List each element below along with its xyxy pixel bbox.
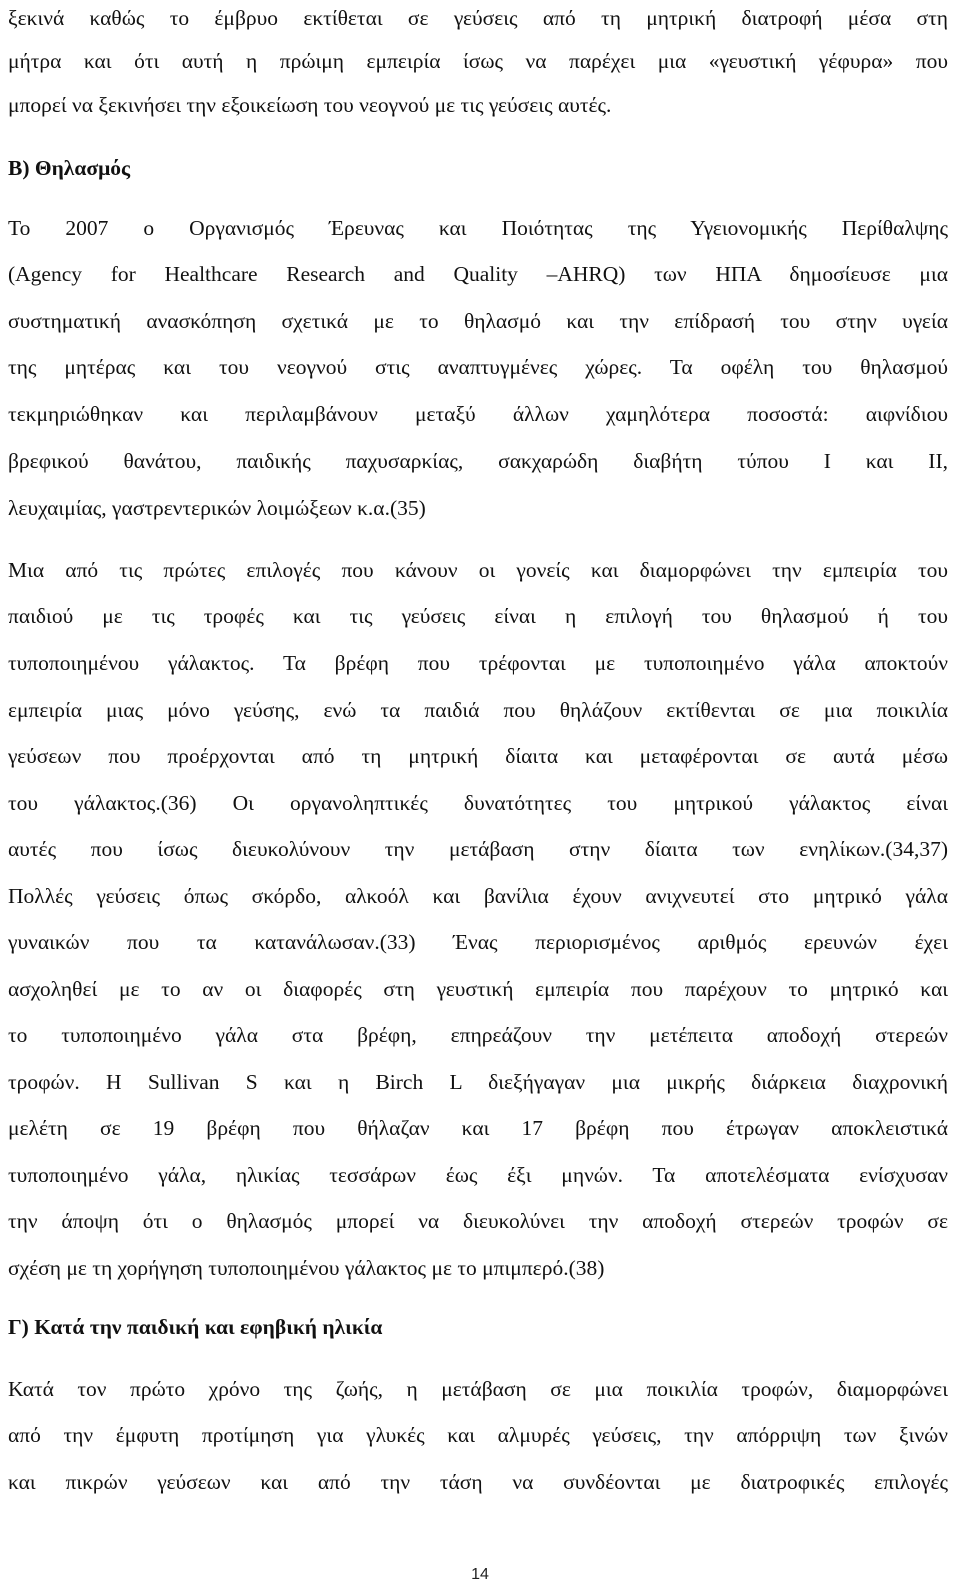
- text-line: λευχαιμίας, γαστρεντερικών λοιμώξεων κ.α.(35): [8, 496, 426, 520]
- text-line: ξεκινά καθώς το έμβρυο εκτίθεται σε γεύσεις από τη μητρική διατροφή μέσα στη: [8, 6, 948, 30]
- document-page: [8, 0, 948, 1592]
- text-line: Πολλές γεύσεις όπως σκόρδο, αλκοόλ και βανίλια έχουν ανιχνευτεί στο μητρικό γάλα: [8, 884, 948, 908]
- text-line: συστηματική ανασκόπηση σχετικά με το θηλασμό και την επίδρασή του στην υγεία: [8, 309, 948, 333]
- text-line: τροφών. Η Sullivan S και η Birch L διεξήγαγαν μια μικρής διάρκεια διαχρονική: [8, 1070, 948, 1094]
- text-line: του γάλακτος.(36) Οι οργανοληπτικές δυνατότητες του μητρικού γάλακτος είναι: [8, 791, 948, 815]
- text-line: από την έμφυτη προτίμηση για γλυκές και αλμυρές γεύσεις, την απόρριψη των ξινών: [8, 1423, 948, 1447]
- text-line: τυποποιημένου γάλακτος. Τα βρέφη που τρέφονται με τυποποιημένο γάλα αποκτούν: [8, 651, 948, 675]
- section-heading-c: Γ) Κατά την παιδική και εφηβική ηλικία: [8, 1315, 383, 1339]
- text-line: εμπειρία μιας μόνο γεύσης, ενώ τα παιδιά που θηλάζουν εκτίθενται σε μια ποικιλία: [8, 698, 948, 722]
- text-line: παιδιού με τις τροφές και τις γεύσεις είναι η επιλογή του θηλασμού ή του: [8, 604, 948, 628]
- text-line: της μητέρας και του νεογνού στις αναπτυγμένες χώρες. Τα οφέλη του θηλασμού: [8, 355, 948, 379]
- text-line: σχέση με τη χορήγηση τυποποιημένου γάλακτος με το μπιμπερό.(38): [8, 1256, 605, 1280]
- text-line: βρεφικού θανάτου, παιδικής παχυσαρκίας, σακχαρώδη διαβήτη τύπου Ι και ΙΙ,: [8, 449, 948, 473]
- text-line: την άποψη ότι ο θηλασμός μπορεί να διευκολύνει την αποδοχή στερεών τροφών σε: [8, 1209, 948, 1233]
- text-line: Κατά τον πρώτο χρόνο της ζωής, η μετάβαση σε μια ποικιλία τροφών, διαμορφώνει: [8, 1377, 948, 1401]
- text-line: (Agency for Healthcare Research and Quality –AHRQ) των ΗΠΑ δημοσίευσε μια: [8, 262, 948, 286]
- text-line: γυναικών που τα κατανάλωσαν.(33) Ένας περιορισμένος αριθμός ερευνών έχει: [8, 930, 948, 954]
- text-line: μελέτη σε 19 βρέφη που θήλαζαν και 17 βρέφη που έτρωγαν αποκλειστικά: [8, 1116, 948, 1140]
- page-number: 14: [471, 1566, 489, 1583]
- text-line: Το 2007 ο Οργανισμός Έρευνας και Ποιότητας της Υγειονομικής Περίθαλψης: [8, 216, 948, 240]
- text-line: το τυποποιημένο γάλα στα βρέφη, επηρεάζουν την μετέπειτα αποδοχή στερεών: [8, 1023, 948, 1047]
- text-line: ασχοληθεί με το αν οι διαφορές στη γευστική εμπειρία που παρέχουν το μητρικό και: [8, 977, 948, 1001]
- text-line: τυποποιημένο γάλα, ηλικίας τεσσάρων έως έξι μηνών. Τα αποτελέσματα ενίσχυσαν: [8, 1163, 948, 1187]
- text-line: αυτές που ίσως διευκολύνουν την μετάβαση στην δίαιτα των ενηλίκων.(34,37): [8, 837, 948, 861]
- text-line: μπορεί να ξεκινήσει την εξοικείωση του νεογνού με τις γεύσεις αυτές.: [8, 93, 612, 117]
- text-line: τεκμηριώθηκαν και περιλαμβάνουν μεταξύ άλλων χαμηλότερα ποσοστά: αιφνίδιου: [8, 402, 948, 426]
- text-line: και πικρών γεύσεων και από την τάση να συνδέονται με διατροφικές επιλογές: [8, 1470, 948, 1494]
- text-line: Μια από τις πρώτες επιλογές που κάνουν οι γονείς και διαμορφώνει την εμπειρία του: [8, 558, 948, 582]
- text-line: μήτρα και ότι αυτή η πρώιμη εμπειρία ίσως να παρέχει μια «γευστική γέφυρα» που: [8, 49, 948, 73]
- section-heading-b: Β) Θηλασμός: [8, 156, 131, 180]
- text-line: γεύσεων που προέρχονται από τη μητρική δίαιτα και μεταφέρονται σε αυτά μέσω: [8, 744, 948, 768]
